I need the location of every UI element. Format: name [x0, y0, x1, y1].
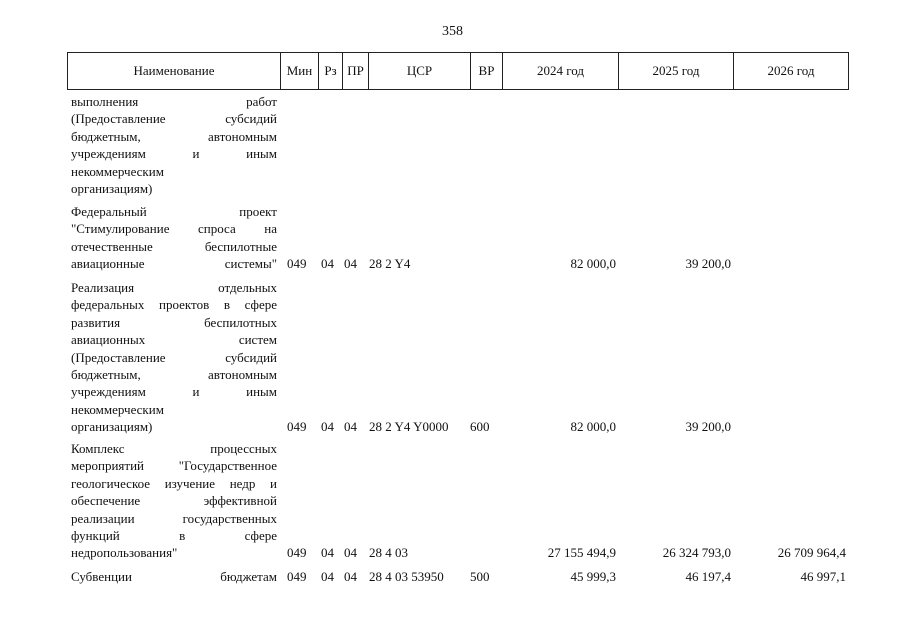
row-name-line: "Стимулирование спроса на — [71, 221, 277, 237]
header-vr: ВР — [471, 53, 503, 89]
row-name — [71, 440, 277, 562]
row-2025: 26 324 793,0 — [662, 545, 731, 561]
row-name-line: отечественные беспилотные — [71, 238, 277, 254]
row-name-line: федеральных проектов в сфере — [71, 297, 277, 313]
row-name-line: реализации государственных — [71, 510, 277, 526]
row-name-line: авиационные системы" — [71, 256, 277, 272]
row-name-line: функций в сфере — [71, 528, 277, 544]
row-name-line: бюджетным, автономным — [71, 128, 277, 144]
row-2024: 82 000,0 — [570, 419, 616, 435]
row-name-line: некоммерческим — [71, 163, 164, 179]
row-name-line: учреждениям и иным — [71, 384, 277, 400]
row-name-line: бюджетным, автономным — [71, 367, 277, 383]
header-2025: 2025 год — [619, 53, 734, 89]
row-min: 049 — [287, 256, 307, 272]
row-name-line: геологическое изучение недр и — [71, 475, 277, 491]
row-name-line: обеспечение эффективной — [71, 493, 277, 509]
row-name-line: (Предоставление субсидий — [71, 111, 277, 127]
row-name-line: развития беспилотных — [71, 314, 277, 330]
row-rz: 04 — [321, 569, 334, 584]
table-header — [67, 52, 849, 90]
row-2024: 82 000,0 — [570, 256, 616, 272]
row-name-line: организациям) — [71, 181, 153, 197]
row-csr: 28 4 03 — [369, 545, 408, 561]
header-2026: 2026 год — [767, 63, 815, 78]
row-csr: 28 2 Y4 — [369, 256, 411, 272]
row-name — [71, 568, 277, 585]
row-name-line: организациям) — [71, 419, 153, 435]
row-min: 049 — [287, 569, 307, 584]
row-name-line: недропользования" — [71, 545, 178, 561]
row-2026: 26 709 964,4 — [777, 545, 846, 561]
header-rz: Рз — [319, 53, 343, 89]
row-rz: 04 — [321, 545, 334, 561]
row-2025: 46 197,4 — [685, 569, 731, 584]
header-min: Мин — [281, 53, 319, 89]
row-2025: 39 200,0 — [685, 419, 731, 435]
row-name-line: Федеральный проект — [71, 204, 277, 219]
row-pr: 04 — [344, 256, 357, 272]
row-name-line: (Предоставление субсидий — [71, 349, 277, 365]
row-name-line: некоммерческим — [71, 401, 164, 417]
row-vr: 600 — [470, 419, 490, 435]
row-rz: 04 — [321, 256, 334, 272]
row-name — [71, 203, 277, 273]
row-name-line: мероприятий "Государственное — [71, 458, 277, 474]
row-pr: 04 — [344, 545, 357, 561]
row-name-line: выполнения работ — [71, 94, 277, 109]
row-name-line: Реализация отдельных — [71, 280, 277, 295]
row-name-line: учреждениям и иным — [71, 146, 277, 162]
header-pr: ПР — [343, 53, 369, 89]
row-2026: 46 997,1 — [800, 569, 846, 584]
header-csr: ЦСР — [369, 53, 471, 89]
row-min: 049 — [287, 419, 307, 435]
row-name-line: авиационных систем — [71, 332, 277, 348]
row-2025: 39 200,0 — [685, 256, 731, 272]
row-name-line: Субвенции бюджетам — [71, 569, 277, 584]
row-csr: 28 4 03 53950 — [369, 569, 444, 584]
page-number: 358 — [442, 24, 463, 39]
row-name — [71, 279, 277, 436]
row-name-line: Комплекс процессных — [71, 441, 277, 456]
row-2024: 27 155 494,9 — [547, 545, 616, 561]
row-pr: 04 — [344, 569, 357, 584]
row-min: 049 — [287, 545, 307, 561]
row-name — [71, 93, 277, 197]
row-csr: 28 2 Y4 Y0000 — [369, 419, 449, 435]
row-vr: 500 — [470, 569, 490, 584]
row-pr: 04 — [344, 419, 357, 435]
row-2024: 45 999,3 — [570, 569, 616, 584]
row-rz: 04 — [321, 419, 334, 435]
header-name: Наименование — [68, 53, 281, 89]
header-2024: 2024 год — [503, 53, 619, 89]
